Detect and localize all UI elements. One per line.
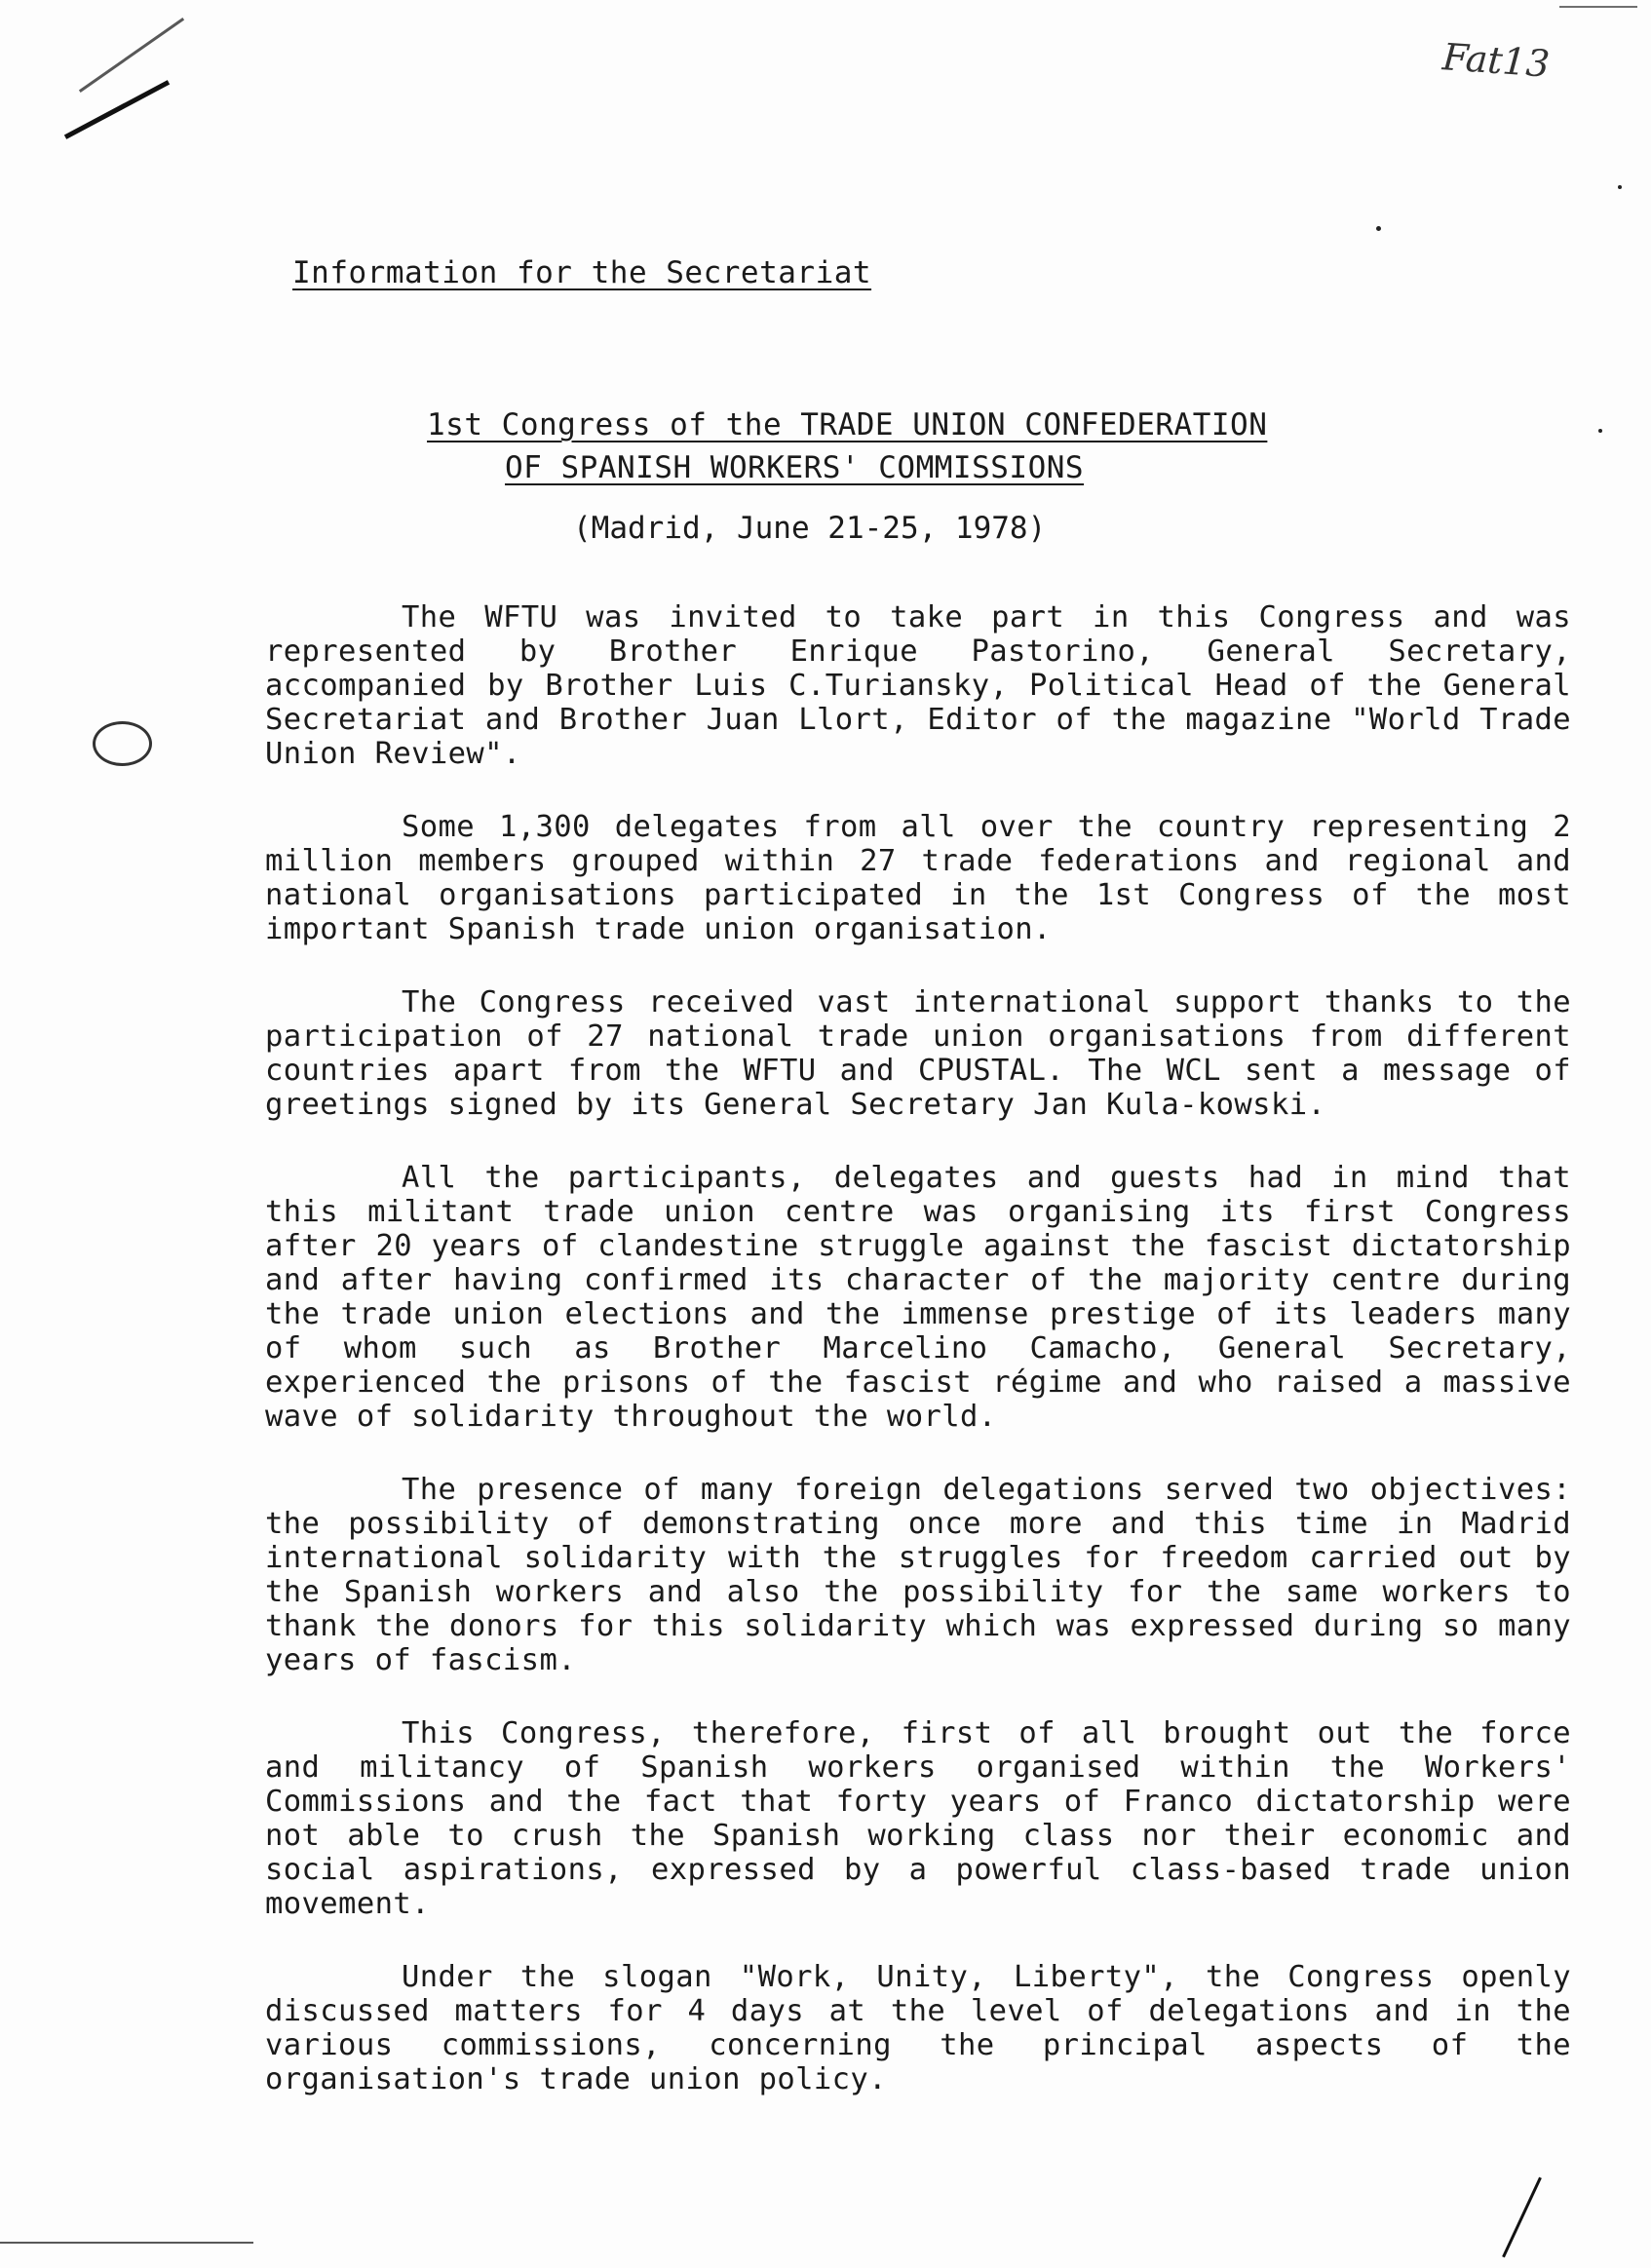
paragraph-slogan: Under the slogan "Work, Unity, Liberty", the Congress openly discussed matters for 4 days at the level of delegations and in the various commissions, concerning the principal aspects of the organisation's trade union policy. xyxy=(265,1960,1571,2096)
congress-title-line-1: 1st Congress of the TRADE UNION CONFEDERATION xyxy=(427,407,1268,442)
paragraph-congress-force: This Congress, therefore, first of all brought out the force and militancy of Spanish workers organised within the Workers' Commissions and the fact that forty years of Franco dictatorship were not able to crush the Spanish working class nor their economic and social aspirations, expressed by a powerful class-based trade union movement. xyxy=(265,1716,1571,1921)
document-body xyxy=(265,600,1571,2096)
scan-mark-top-right xyxy=(1559,6,1637,8)
paragraph-international-support: The Congress received vast international support thanks to the participation of 27 national trade union organisations from different countries apart from the WFTU and CPUSTAL. The WCL sent a message of greetings signed by its General Secretary Jan Kula-kowski. xyxy=(265,985,1571,1122)
document-heading: Information for the Secretariat xyxy=(292,255,872,290)
scan-dot-2 xyxy=(1618,185,1622,189)
handwritten-note: Fat13 xyxy=(1440,35,1552,86)
scan-circle xyxy=(93,721,152,766)
scan-mark-bottom-left xyxy=(0,2242,253,2244)
paragraph-foreign-delegations: The presence of many foreign delegations served two objectives: the possibility of demonstrating once more and this time in Madrid international solidarity with the struggles for freedom carried out by the Spanish workers and also the possibility for the same workers to thank the donors for this solidarity which was expressed during so many years of fascism. xyxy=(265,1473,1571,1677)
scan-mark-bottom-right xyxy=(1502,2177,1542,2258)
paragraph-wftu-representation: The WFTU was invited to take part in this Congress and was represented by Brother Enrique Pastorino, General Secretary, accompanied by Brother Luis C.Turiansky, Political Head of the General Secretariat and Brother Juan Llort, Editor of the magazine "World Trade Union Review". xyxy=(265,600,1571,771)
congress-title-line-2: OF SPANISH WORKERS' COMMISSIONS xyxy=(505,450,1085,485)
scan-dot-1 xyxy=(1376,226,1381,231)
congress-date: (Madrid, June 21-25, 1978) xyxy=(573,511,1047,546)
scan-dot-3 xyxy=(1598,429,1602,433)
paragraph-participants: All the participants, delegates and guests had in mind that this militant trade union centre was organising its first Congress after 20 years of clandestine struggle against the fascist dictatorship and after having confirmed its character of the majority centre during the trade union elections and the immense prestige of its leaders many of whom such as Brother Marcelino Camacho, General Secretary, experienced the prisons of the fascist régime and who raised a massive wave of solidarity throughout the world. xyxy=(265,1161,1571,1434)
paragraph-delegates: Some 1,300 delegates from all over the country representing 2 million members grouped within 27 trade federations and regional and national organisations participated in the 1st Congress of the most important Spanish trade union organisation. xyxy=(265,810,1571,946)
